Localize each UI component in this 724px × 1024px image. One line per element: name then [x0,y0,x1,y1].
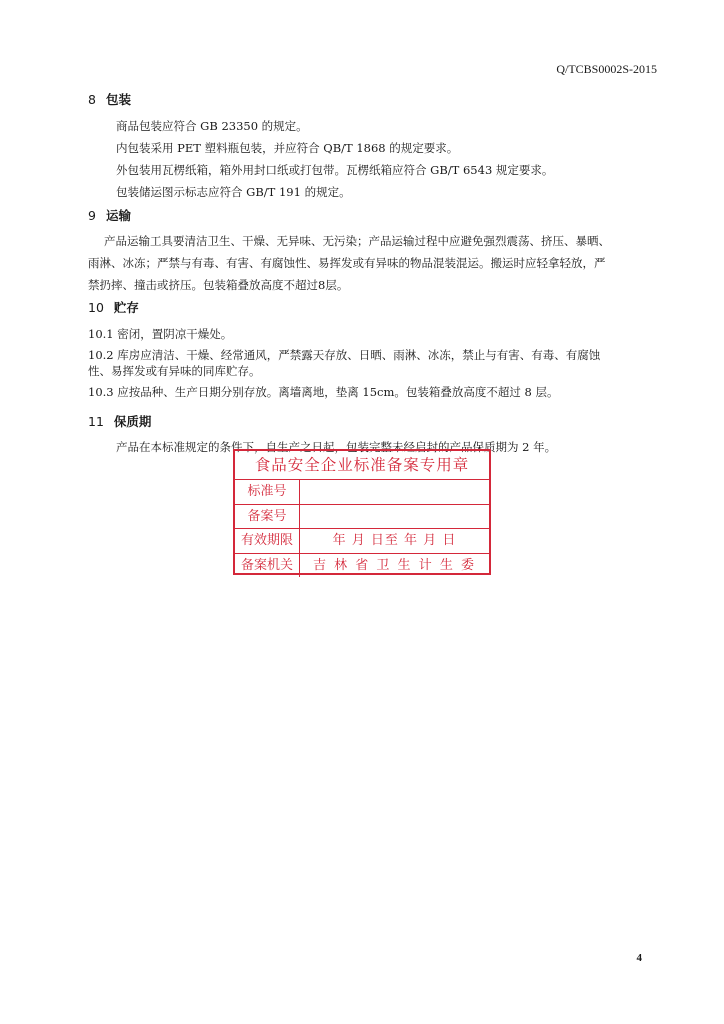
section-9-heading [88,206,131,224]
section-8-heading [88,90,131,108]
stamp-label-validity: 有效期限 [235,529,300,553]
stamp-value-standard-number [300,480,489,504]
section-8-line-1: 商品包装应符合 GB 23350 的规定。 [116,119,308,133]
filing-seal-stamp [233,449,491,575]
section-9-line-1: 产品运输工具要清洁卫生、干燥、无异味、无污染；产品运输过程中应避免强烈震荡、挤压、暴晒、 [104,234,610,248]
section-10-heading [88,298,139,316]
section-11-title: 保质期 [113,414,152,429]
section-9-line-2: 雨淋、冰冻；严禁与有毒、有害、有腐蚀性、易挥发或有异味的物品混装混运。搬运时应轻拿轻放，严 [88,256,606,270]
stamp-value-validity: 年 月 日至 年 月 日 [332,533,457,548]
section-8-line-2: 内包装采用 PET 塑料瓶包装，并应符合 QB/T 1868 的规定要求。 [116,141,459,155]
stamp-row-standard-number [235,480,489,505]
section-10-line-3: 性、易挥发或有异味的同库贮存。 [88,364,261,378]
section-10-line-4: 10.3 应按品种、生产日期分别存放。离墙离地，垫离 15cm。包装箱叠放高度不超过 8 层。 [88,385,559,399]
stamp-row-validity [235,529,489,554]
section-10-line-2: 10.2 库房应清洁、干燥、经常通风，严禁露天存放、日晒、雨淋、冰冻，禁止与有害、有毒、有腐蚀 [88,348,601,362]
stamp-value-filing-number [300,505,489,529]
section-9-number: 9 [88,208,96,223]
section-9-title: 运输 [105,208,131,223]
section-8-line-3: 外包装用瓦楞纸箱，箱外用封口纸或打包带。瓦楞纸箱应符合 GB/T 6543 规定要求。 [116,163,554,177]
stamp-label-authority: 备案机关 [235,554,300,578]
stamp-value-authority: 吉 林 省 卫 生 计 生 委 [313,557,476,573]
section-9-line-3: 禁扔摔、撞击或挤压。包装箱叠放高度不超过8层。 [88,278,349,292]
section-10-title: 贮存 [113,300,139,315]
section-11-number: 11 [88,414,104,429]
section-10-number: 10 [88,300,104,315]
stamp-label-filing-number: 备案号 [235,505,300,529]
standard-code-header: Q/TCBS0002S-2015 [556,62,657,76]
section-8-line-4: 包装储运图示标志应符合 GB/T 191 的规定。 [116,185,351,199]
section-8-number: 8 [88,92,96,107]
stamp-label-standard-number: 标准号 [235,480,300,504]
section-8-title: 包装 [105,92,131,107]
section-10-line-1: 10.1 密闭，置阴凉干燥处。 [88,327,233,341]
section-11-heading [88,412,151,430]
stamp-row-authority [235,554,489,578]
stamp-title: 食品安全企业标准备案专用章 [235,451,489,480]
page-number: 4 [636,952,642,964]
stamp-row-filing-number [235,505,489,530]
section-11-line-1: 产品在本标准规定的条件下，自生产之日起，包装完整未经启封的产品保质期为 2 年。 [116,440,557,454]
